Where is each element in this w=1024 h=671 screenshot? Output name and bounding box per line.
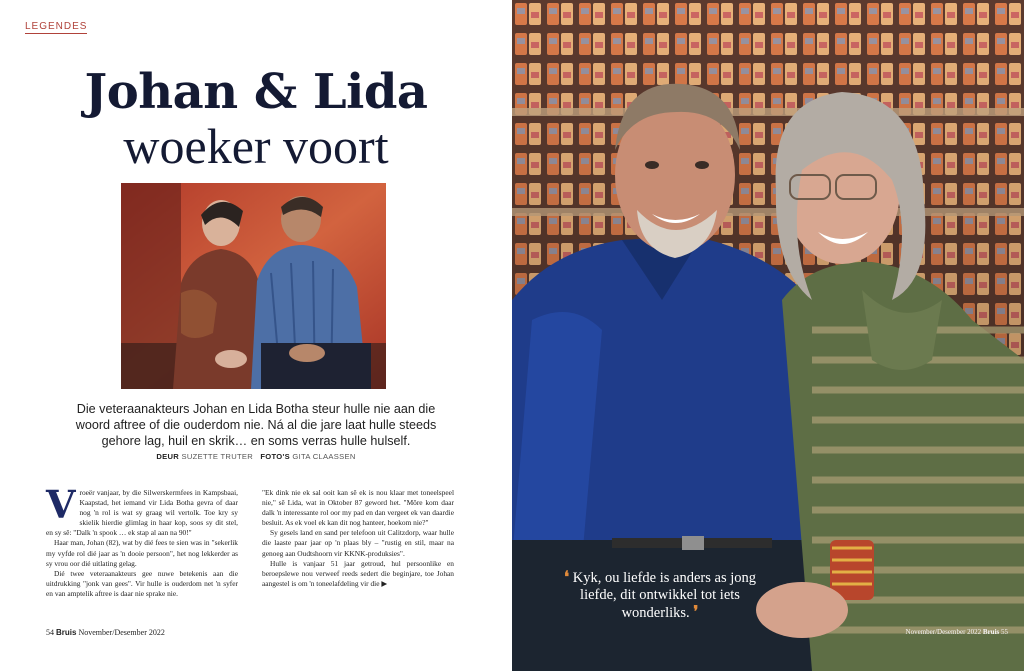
- byline-photo-label: FOTO'S: [260, 452, 290, 461]
- magazine-name: Bruis: [56, 628, 77, 637]
- couple-photo-small-illustration: [121, 183, 386, 389]
- byline-text-label: DEUR: [156, 452, 180, 461]
- pull-quote: [560, 569, 760, 622]
- paragraph: Hulle is vanjaar 51 jaar getroud, hul persoonlike en beroepslewe nou verweef reeds sedert die beginjare, toe Johan aangestel is om 'n toneelafdeling vir die ▶: [262, 558, 454, 588]
- pull-quote-text: Kyk, ou liefde is anders as jong liefde, dit ontwikkel tot iets wonderliks.: [572, 570, 756, 621]
- paragraph: Dié twee veteraanakteurs gee nuwe betekenis aan die uitdrukking "jonk van gees". Vir hulle is ouderdom net 'n syfer en van amptelik aftree is daar nie sprake nie.: [46, 568, 238, 598]
- paragraph: "Ek dink nie ek sal ooit kan sê ek is nou klaar met toneelspeel nie," sê Lida, wat in Oktober 87 geword het. "Môre kom daar dalk 'n interessante rol oor my pad en dan vergeet ek van daardie besluit. As ek voel ek kan dit nog hanteer, hoekom nie?": [262, 488, 454, 528]
- paragraph: roeër vanjaar, by die Silwerskermfees in Kampsbaai, Kaapstad, het iemand vir Lida Botha gevra of daar nog 'n rol is wat sy graag wil vertolk. Toe kry sy skielik hierdie glimlag in haar kop, soos sy dit stel, en sy sê: "Dalk 'n spook … ek stap al aan na 90!": [46, 488, 238, 538]
- byline-author: SUZETTE TRUTER: [181, 452, 254, 461]
- body-column-2: [262, 488, 454, 589]
- headline-line-2: woeker voort: [123, 118, 389, 174]
- issue-date: November/Desember 2022: [78, 628, 165, 637]
- section-tag: LEGENDES: [25, 21, 88, 32]
- close-quote-icon: ❜: [693, 604, 699, 621]
- issue-date: November/Desember 2022: [905, 628, 982, 636]
- paragraph: Sy gesels land en sand per telefoon uit Calitzdorp, waar hulle die laaste paar jaar op 'n plaas bly – "rustig en stil, maar na genoeg aan Oudtshoorn vir KKNK-produksies".: [262, 528, 454, 558]
- open-quote-icon: ❛: [563, 569, 570, 586]
- headline-line-1: Johan & Lida: [84, 64, 428, 120]
- byline: [0, 452, 512, 461]
- paragraph: Haar man, Johan (82), wat by dié fees te sien was in "sekerlik my vyfde rol dié jaar as 'n dooie persoon", het nog lekkerder as sy vrou oor dié uitlating gelag.: [46, 538, 238, 568]
- page-number: 54: [46, 628, 54, 637]
- right-page: [512, 0, 1024, 671]
- byline-photographer: GITA CLAASSEN: [292, 452, 356, 461]
- couple-photo-small: [121, 183, 386, 389]
- page-number: 55: [1001, 628, 1008, 636]
- folio-left: [46, 628, 165, 637]
- magazine-name: Bruis: [982, 628, 1000, 636]
- folio-right: [906, 628, 1008, 636]
- body-column-1: [46, 482, 238, 599]
- drop-cap: V: [46, 482, 76, 527]
- standfirst: Die veteraanakteurs Johan en Lida Botha steur hulle nie aan die woord aftree of die ouderdom nie. Ná al die jare laat hulle steeds gehore lag, huil en skrik… en soms verras hulle hulself.: [75, 402, 437, 448]
